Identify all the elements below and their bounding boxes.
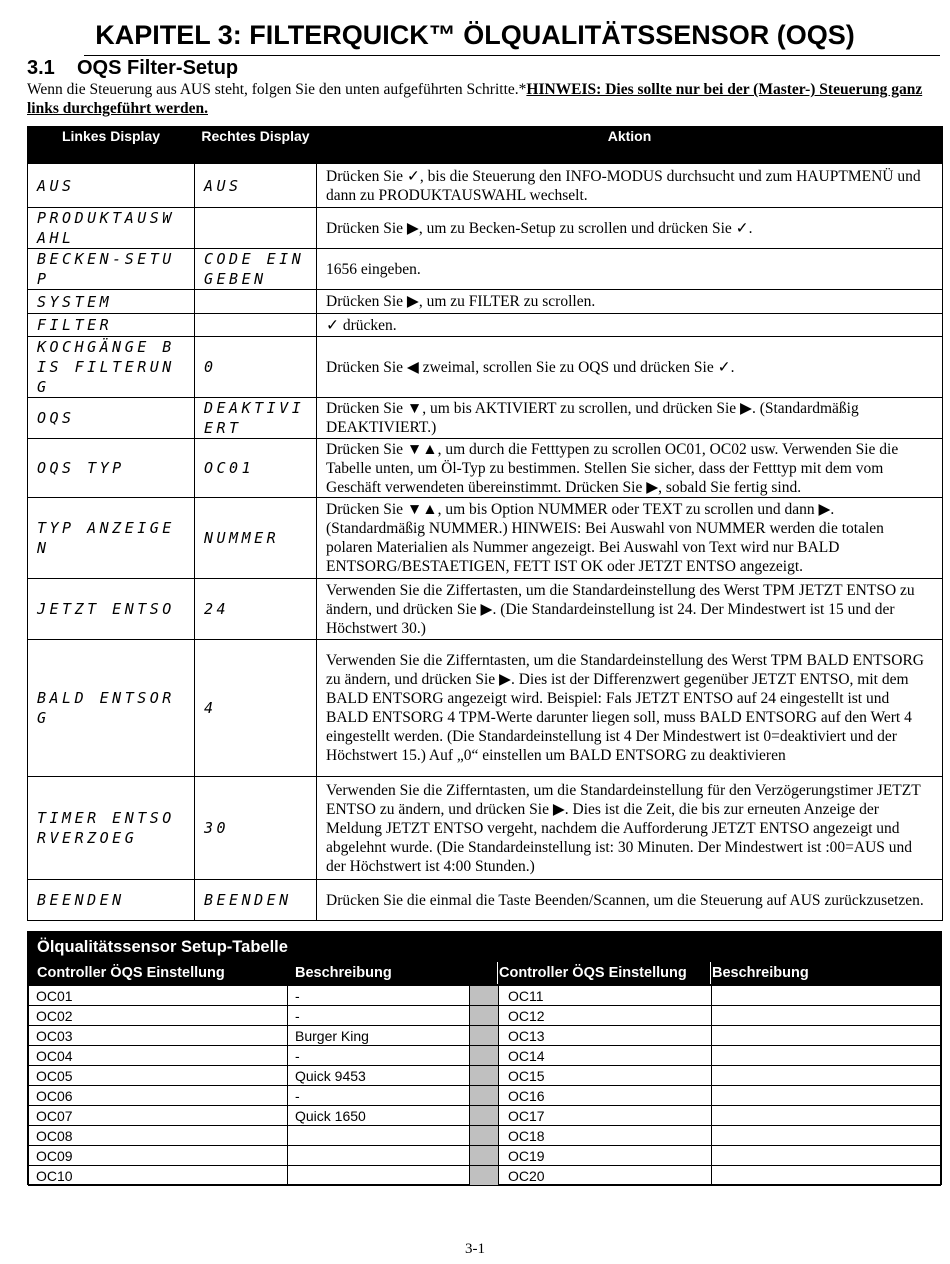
oil-description xyxy=(712,1046,941,1066)
gray-separator xyxy=(470,1006,499,1026)
left-display-value: AUS xyxy=(28,164,195,208)
gray-separator xyxy=(470,1026,499,1046)
step-row xyxy=(28,880,943,921)
page-title: KAPITEL 3: FILTERQUICK™ ÖLQUALITÄTSSENSOR (OQS) xyxy=(95,20,855,50)
oil-code: OC18 xyxy=(499,1126,712,1146)
right-display-value: 0 xyxy=(195,337,317,398)
right-display-value: NUMMER xyxy=(195,498,317,579)
step-row xyxy=(28,164,943,208)
oil-description xyxy=(288,1126,470,1146)
right-display-value: 24 xyxy=(195,579,317,640)
oil-description xyxy=(712,1146,941,1166)
gray-separator xyxy=(470,1106,499,1126)
oil-code: OC10 xyxy=(29,1166,288,1186)
right-display-value xyxy=(195,314,317,337)
right-display-value: 4 xyxy=(195,640,317,777)
col-header-description: Beschreibung xyxy=(295,965,392,981)
oil-description xyxy=(712,1086,941,1106)
action-text: ✓ drücken. xyxy=(317,314,943,337)
gray-separator xyxy=(470,1126,499,1146)
left-display-value: FILTER xyxy=(28,314,195,337)
action-text: Drücken Sie die einmal die Taste Beenden/Scannen, um die Steuerung auf AUS zurückzusetzen. xyxy=(317,880,943,921)
steps-table xyxy=(27,126,943,921)
oil-description xyxy=(712,986,941,1006)
header-right-display: Rechtes Display xyxy=(195,127,317,164)
left-display-value: BALD ENTSORG xyxy=(28,640,195,777)
gray-separator xyxy=(470,1046,499,1066)
action-text: Drücken Sie ▼, um bis AKTIVIERT zu scrollen, und drücken Sie ▶. (Standardmäßig DEAKTIVIERT.) xyxy=(317,398,943,439)
oil-code: OC06 xyxy=(29,1086,288,1106)
oil-description: Quick 9453 xyxy=(288,1066,470,1086)
step-row xyxy=(28,579,943,640)
oil-code: OC17 xyxy=(499,1106,712,1126)
left-display-value: KOCHGÄNGE BIS FILTERUNG xyxy=(28,337,195,398)
left-display-value: PRODUKTAUSWAHL xyxy=(28,208,195,249)
setup-row xyxy=(29,1046,941,1066)
oil-code: OC16 xyxy=(499,1086,712,1106)
setup-table-title: Ölqualitätssensor Setup-Tabelle xyxy=(37,938,288,956)
action-text: Verwenden Sie die Zifferntasten, um die Standardeinstellung für den Verzögerungstimer JETZT ENTSO zu ändern, und drücken Sie ▶. Dies ist die Zeit, die bis zur erneuten Anzeige der Meldung JETZT ENTSO vergeht, nachdem die Aufforderung JETZT ENTSO angezeigt und abgelehnt wurde. (Die Standardeinstellung ist: 30 Minuten. Der Mindestwert ist :00=AUS und der Höchstwert ist 4:00 Stunden.) xyxy=(317,777,943,880)
right-display-value: OC01 xyxy=(195,439,317,498)
col-header-description-2: Beschreibung xyxy=(712,965,809,981)
oil-description xyxy=(712,1106,941,1126)
oil-code: OC13 xyxy=(499,1026,712,1046)
setup-row xyxy=(29,986,941,1006)
step-row xyxy=(28,640,943,777)
gray-separator xyxy=(470,1086,499,1106)
oil-code: OC01 xyxy=(29,986,288,1006)
action-text: Drücken Sie ▶, um zu Becken-Setup zu scrollen und drücken Sie ✓. xyxy=(317,208,943,249)
section-heading xyxy=(27,56,238,80)
oil-description: - xyxy=(288,1006,470,1026)
right-display-value xyxy=(195,208,317,249)
right-display-value: CODE EINGEBEN xyxy=(195,249,317,290)
oil-code: OC04 xyxy=(29,1046,288,1066)
step-row xyxy=(28,314,943,337)
oil-code: OC11 xyxy=(499,986,712,1006)
intro-text: Wenn die Steuerung aus AUS steht, folgen Sie den unten aufgeführten Schritte.* xyxy=(27,81,527,98)
step-row xyxy=(28,777,943,880)
left-display-value: OQS xyxy=(28,398,195,439)
action-text: Drücken Sie ✓, bis die Steuerung den INFO-MODUS durchsucht und zum HAUPTMENÜ und dann zu PRODUKTAUSWAHL wechselt. xyxy=(317,164,943,208)
oil-description xyxy=(712,1026,941,1046)
step-row xyxy=(28,208,943,249)
oil-description: - xyxy=(288,986,470,1006)
col-header-setting: Controller ÖQS Einstellung xyxy=(37,965,225,981)
right-display-value: DEAKTIVIERT xyxy=(195,398,317,439)
section-number: 3.1 xyxy=(27,57,55,79)
gray-separator xyxy=(470,1066,499,1086)
header-action: Aktion xyxy=(317,127,943,164)
oil-description xyxy=(712,1006,941,1026)
oil-code: OC03 xyxy=(29,1026,288,1046)
page-number: 3-1 xyxy=(465,1241,485,1257)
step-row xyxy=(28,498,943,579)
left-display-value: JETZT ENTSO xyxy=(28,579,195,640)
column-divider xyxy=(497,962,498,984)
step-row xyxy=(28,439,943,498)
left-display-value: SYSTEM xyxy=(28,290,195,314)
oil-description xyxy=(288,1146,470,1166)
oil-description: - xyxy=(288,1046,470,1066)
oil-description: - xyxy=(288,1086,470,1106)
step-row xyxy=(28,249,943,290)
oil-code: OC05 xyxy=(29,1066,288,1086)
setup-row xyxy=(29,1166,941,1186)
right-display-value: 30 xyxy=(195,777,317,880)
action-text: 1656 eingeben. xyxy=(317,249,943,290)
left-display-value: BECKEN-SETUP xyxy=(28,249,195,290)
setup-row xyxy=(29,1006,941,1026)
oil-code: OC15 xyxy=(499,1066,712,1086)
intro-paragraph xyxy=(27,80,927,118)
oil-description xyxy=(712,1066,941,1086)
oil-description: Burger King xyxy=(288,1026,470,1046)
gray-separator xyxy=(470,1166,499,1186)
step-row xyxy=(28,337,943,398)
oil-description xyxy=(288,1166,470,1186)
setup-table-header xyxy=(28,932,941,986)
oil-code: OC08 xyxy=(29,1126,288,1146)
left-display-value: TYP ANZEIGEN xyxy=(28,498,195,579)
right-display-value: BEENDEN xyxy=(195,880,317,921)
step-row xyxy=(28,290,943,314)
oil-code: OC19 xyxy=(499,1146,712,1166)
oil-code: OC09 xyxy=(29,1146,288,1166)
section-title: OQS Filter-Setup xyxy=(77,57,239,79)
intro-note: HINWEIS: Dies sollte nur bei der (Master-) Steuerung ganz links durchgeführt werden. xyxy=(27,81,923,117)
action-text: Verwenden Sie die Zifferntasten, um die Standardeinstellung des Werst TPM BALD ENTSORG zu ändern, und drücken Sie ▶. Dies ist der Differenzwert gegenüber JETZT ENTSO, mit dem BALD ENTSORG angezeigt wird. Beispiel: Fals JETZT ENTSO auf 24 eingestellt ist und BALD ENTSORG 4 TPM-Werte darunter liegen soll, muss BALD ENTSORG auf den Wert 4 eingestellt werden. (Die Standardeinstellung ist 4 Der Mindestwert ist 0=deaktiviert und der Höchstwert 15.) Auf „0“ einstellen um BALD ENTSORG zu deaktivieren xyxy=(317,640,943,777)
action-text: Drücken Sie ▶, um zu FILTER zu scrollen. xyxy=(317,290,943,314)
oil-code: OC12 xyxy=(499,1006,712,1026)
setup-row xyxy=(29,1126,941,1146)
setup-row xyxy=(29,1086,941,1106)
action-text: Drücken Sie ◀ zweimal, scrollen Sie zu OQS und drücken Sie ✓. xyxy=(317,337,943,398)
left-display-value: TIMER ENTSORVERZOEG xyxy=(28,777,195,880)
action-text: Drücken Sie ▼▲, um bis Option NUMMER oder TEXT zu scrollen und dann ▶. (Standardmäßig NUMMER.) HINWEIS: Bei Auswahl von NUMMER werden die totalen polaren Materialien als Nummer angezeigt. Bei Auswahl von Text wird nur BALD ENTSORG/BESTAETIGEN, FETT IST OK oder JETZT ENTSO angezeigt. xyxy=(317,498,943,579)
oil-code: OC02 xyxy=(29,1006,288,1026)
action-text: Drücken Sie ▼▲, um durch die Fetttypen zu scrollen OC01, OC02 usw. Verwenden Sie die Tabelle unten, um Öl-Typ zu bestimmen. Stellen Sie sicher, dass der Fetttyp mit dem vom Geschäft verwendeten übereinstimmt. Drücken Sie ▶, sobald Sie fertig sind. xyxy=(317,439,943,498)
oil-description xyxy=(712,1126,941,1146)
gray-separator xyxy=(470,1146,499,1166)
oil-description xyxy=(712,1166,941,1186)
steps-header-row xyxy=(28,127,943,164)
setup-table-grid xyxy=(28,985,941,1186)
left-display-value: BEENDEN xyxy=(28,880,195,921)
right-display-value xyxy=(195,290,317,314)
oil-code: OC07 xyxy=(29,1106,288,1126)
setup-row xyxy=(29,1026,941,1046)
right-display-value: AUS xyxy=(195,164,317,208)
column-divider xyxy=(710,962,711,984)
col-header-setting-2: Controller ÖQS Einstellung xyxy=(499,965,687,981)
setup-row xyxy=(29,1106,941,1126)
action-text: Verwenden Sie die Ziffertasten, um die Standardeinstellung des Werst TPM JETZT ENTSO zu ändern, und drücken Sie ▶. (Die Standardeinstellung ist 24. Der Mindestwert ist 15 und der Höchstwert 30.) xyxy=(317,579,943,640)
oqs-setup-table xyxy=(27,931,942,1185)
step-row xyxy=(28,398,943,439)
oil-code: OC14 xyxy=(499,1046,712,1066)
left-display-value: OQS TYP xyxy=(28,439,195,498)
setup-row xyxy=(29,1146,941,1166)
oil-code: OC20 xyxy=(499,1166,712,1186)
gray-separator xyxy=(470,986,499,1006)
setup-row xyxy=(29,1066,941,1086)
oil-description: Quick 1650 xyxy=(288,1106,470,1126)
header-left-display: Linkes Display xyxy=(28,127,195,164)
